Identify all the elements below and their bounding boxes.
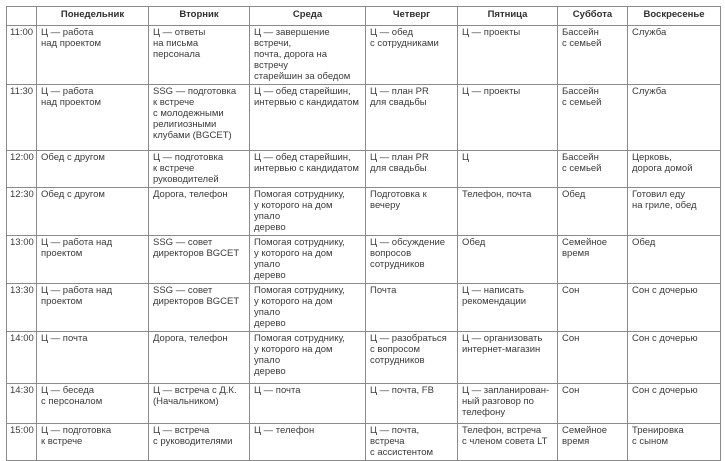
schedule-cell: Ц — беседа с персоналом xyxy=(37,384,149,424)
schedule-cell: Семейное время xyxy=(558,424,628,461)
header-wednesday: Среда xyxy=(250,7,366,26)
schedule-cell: Ц — телефон xyxy=(250,424,366,461)
time-cell: 13:30 xyxy=(7,284,37,332)
schedule-cell: Дорога, телефон xyxy=(149,332,250,384)
table-row xyxy=(7,188,721,236)
schedule-cell: SSG — совет директоров BGCET xyxy=(149,284,250,332)
schedule-cell: Телефон, почта xyxy=(458,188,558,236)
schedule-cell: Ц — разобраться с вопросом сотрудников xyxy=(366,332,458,384)
schedule-cell: Служба xyxy=(628,26,721,85)
header-tuesday: Вторник xyxy=(149,7,250,26)
header-monday: Понедельник xyxy=(37,7,149,26)
schedule-cell: Помогая сотруднику, у которого на дом упало дерево xyxy=(250,332,366,384)
time-cell: 11:30 xyxy=(7,85,37,151)
time-cell: 11:00 xyxy=(7,26,37,85)
schedule-cell: Помогая сотруднику, у которого на дом упало дерево xyxy=(250,236,366,284)
time-cell: 14:30 xyxy=(7,384,37,424)
header-sunday: Воскресенье xyxy=(628,7,721,26)
schedule-cell: Ц — проекты xyxy=(458,26,558,85)
schedule-cell: Сон с дочерью xyxy=(628,384,721,424)
schedule-cell: Подготовка к вечеру xyxy=(366,188,458,236)
schedule-cell: Ц — почта, FB xyxy=(366,384,458,424)
schedule-cell: Ц — почта, встреча с ассистентом xyxy=(366,424,458,461)
schedule-cell: Ц — обсуждение вопросов сотрудников xyxy=(366,236,458,284)
schedule-cell: Дорога, телефон xyxy=(149,188,250,236)
schedule-cell: Помогая сотруднику, у которого на дом упало дерево xyxy=(250,188,366,236)
schedule-cell: Ц — обед с сотрудниками xyxy=(366,26,458,85)
schedule-cell: Сон xyxy=(558,284,628,332)
schedule-cell: Ц — план PR для свадьбы xyxy=(366,85,458,151)
schedule-cell: Ц — почта xyxy=(250,384,366,424)
schedule-cell: Ц — работа над проектом xyxy=(37,26,149,85)
time-cell: 14:00 xyxy=(7,332,37,384)
schedule-cell: Обед xyxy=(458,236,558,284)
schedule-cell: Ц — план PR для свадьбы xyxy=(366,151,458,188)
schedule-cell: Бассейн с семьей xyxy=(558,85,628,151)
schedule-cell: Обед с другом xyxy=(37,151,149,188)
header-thursday: Четверг xyxy=(366,7,458,26)
schedule-cell: Ц — проекты xyxy=(458,85,558,151)
table-row xyxy=(7,85,721,151)
schedule-cell: Сон с дочерью xyxy=(628,284,721,332)
schedule-cell: Ц — работа над проектом xyxy=(37,284,149,332)
table-row xyxy=(7,26,721,85)
table-row xyxy=(7,332,721,384)
schedule-cell: Ц — написать рекомендации xyxy=(458,284,558,332)
table-row xyxy=(7,236,721,284)
schedule-cell: Обед с другом xyxy=(37,188,149,236)
schedule-cell: Ц — подготовка к встрече xyxy=(37,424,149,461)
time-cell: 12:30 xyxy=(7,188,37,236)
schedule-cell: Готовил еду на гриле, обед xyxy=(628,188,721,236)
schedule-cell: Бассейн с семьей xyxy=(558,26,628,85)
schedule-cell: Сон xyxy=(558,332,628,384)
schedule-cell: Ц — ответы на письма персонала xyxy=(149,26,250,85)
time-cell: 12:00 xyxy=(7,151,37,188)
schedule-cell: Помогая сотруднику, у которого на дом упало дерево xyxy=(250,284,366,332)
schedule-cell: Обед xyxy=(628,236,721,284)
schedule-cell: Служба xyxy=(628,85,721,151)
time-cell: 15:00 xyxy=(7,424,37,461)
table-row xyxy=(7,424,721,461)
schedule-cell: Бассейн с семьей xyxy=(558,151,628,188)
schedule-cell: Семейное время xyxy=(558,236,628,284)
schedule-cell: Телефон, встреча с членом совета LT xyxy=(458,424,558,461)
schedule-cell: SSG — подготовка к встрече с молодежными религиозными клубами (BGCET) xyxy=(149,85,250,151)
header-row xyxy=(7,7,721,26)
schedule-cell: Ц xyxy=(458,151,558,188)
schedule-cell: Ц — встреча с руководителями xyxy=(149,424,250,461)
schedule-cell: Ц — организовать интернет-магазин xyxy=(458,332,558,384)
header-saturday: Суббота xyxy=(558,7,628,26)
schedule-cell: Ц — работа над проектом xyxy=(37,85,149,151)
schedule-cell: SSG — совет директоров BGCET xyxy=(149,236,250,284)
schedule-cell: Обед xyxy=(558,188,628,236)
table-row xyxy=(7,151,721,188)
schedule-cell: Сон xyxy=(558,384,628,424)
schedule-cell: Ц — запланирован- ный разговор по телефону xyxy=(458,384,558,424)
schedule-cell: Ц — почта xyxy=(37,332,149,384)
schedule-cell: Ц — обед старейшин, интервью с кандидатом xyxy=(250,85,366,151)
time-cell: 13:00 xyxy=(7,236,37,284)
schedule-cell: Ц — работа над проектом xyxy=(37,236,149,284)
weekly-schedule-table xyxy=(6,6,721,461)
schedule-cell: Сон с дочерью xyxy=(628,332,721,384)
schedule-cell: Ц — обед старейшин, интервью с кандидатом xyxy=(250,151,366,188)
schedule-cell: Ц — встреча с Д.К. (Начальником) xyxy=(149,384,250,424)
schedule-cell: Церковь, дорога домой xyxy=(628,151,721,188)
schedule-cell: Почта xyxy=(366,284,458,332)
table-row xyxy=(7,284,721,332)
header-friday: Пятница xyxy=(458,7,558,26)
header-time xyxy=(7,7,37,26)
schedule-cell: Ц — завершение встречи, почта, дорога на встречу старейшин за обедом xyxy=(250,26,366,85)
table-row xyxy=(7,384,721,424)
schedule-cell: Ц — подготовка к встрече руководителей xyxy=(149,151,250,188)
schedule-cell: Тренировка с сыном xyxy=(628,424,721,461)
